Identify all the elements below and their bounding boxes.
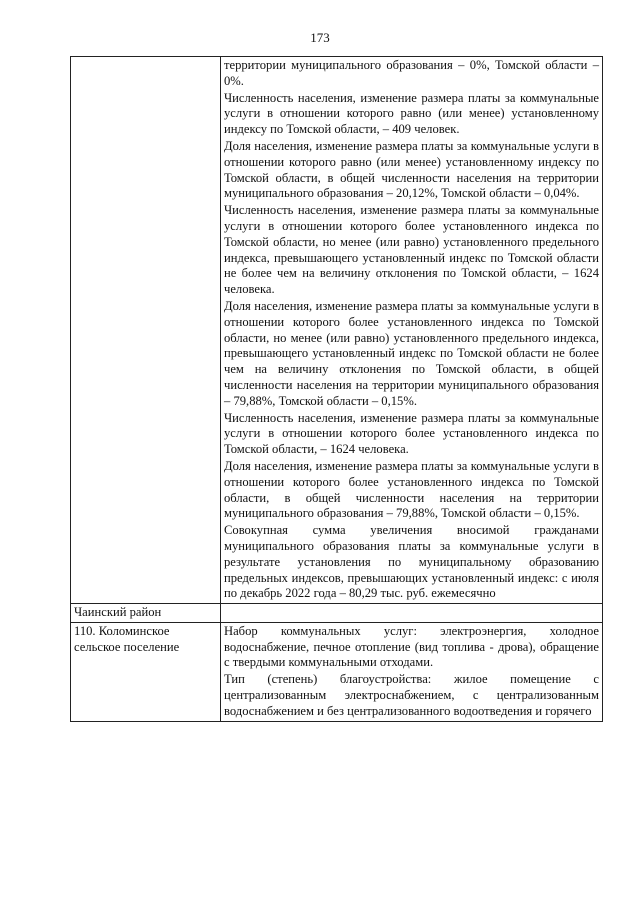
municipal-data-table (70, 56, 603, 722)
settlement-indicators-cell (221, 622, 603, 721)
paragraph-share-zero: территории муниципального образования – 0%, Томской области – 0%. (224, 58, 599, 88)
table-row-district (71, 604, 603, 623)
paragraph-total-increase: Совокупная сумма увеличения вносимой гражданами муниципального образования платы за коммунальные услуги в результате установления по муниципальному образованию предельных индексов, превышающих установленный индекс: с июля по декабрь 2022 года – 80,29 тыс. руб. ежемесячно (224, 523, 599, 601)
table-row-continuation (71, 57, 603, 604)
paragraph-share-within-limit: Доля населения, изменение размера платы за коммунальные услуги в отношении которого более установленного индекса по Томской области, но менее (или равно) установленного предельного индекса, превышающего установленный индекс по Томской области не более чем на величину отклонения по Томской области, в общей численности населения на территории муниципального образования – 79,88%, Томской области – 0,15%. (224, 298, 599, 408)
paragraph-share-within-index: Доля населения, изменение размера платы за коммунальные услуги в отношении которого равно (или менее) установленному индексу по Томской области, в общей численности населения на территории муниципального образования – 20,12%, Томской области – 0,04%. (224, 138, 599, 201)
municipality-cell-empty (71, 57, 221, 604)
paragraph-utility-set: Набор коммунальных услуг: электроэнергия, холодное водоснабжение, печное отопление (вид топлива - дрова), обращение с твердыми коммунальными отходами. (224, 623, 599, 670)
paragraph-improvement-type: Тип (степень) благоустройства: жилое помещение с централизованным электроснабжением, с централизованным водоснабжением и без централизованного водоотведения и горячего (224, 672, 599, 718)
indicators-cell (221, 57, 603, 604)
page-number: 173 (310, 30, 330, 45)
paragraph-population-above-index: Численность населения, изменение размера платы за коммунальные услуги в отношении которого более установленного индекса по Томской области, – 1624 человека. (224, 410, 599, 457)
paragraph-population-within-index: Численность населения, изменение размера платы за коммунальные услуги в отношении которого равно (или менее) установленному индексу по Томской области, – 409 человек. (224, 90, 599, 137)
settlement-name: 110. Коломинское сельское поселение (71, 622, 221, 721)
paragraph-share-above-index: Доля населения, изменение размера платы за коммунальные услуги в отношении которого более установленного индекса по Томской области, в общей численности населения на территории муниципального образования – 79,88%, Томской области – 0,15%. (224, 458, 599, 521)
district-cell-empty (221, 604, 603, 623)
paragraph-population-within-limit: Численность населения, изменение размера платы за коммунальные услуги в отношении которого более установленного индекса по Томской области, но менее (или равно) установленного предельного индекса, превышающего установленный индекс по Томской области не более чем на величину отклонения по Томской области, – 1624 человека. (224, 203, 599, 297)
table-row-settlement (71, 622, 603, 721)
district-label: Чаинский район (71, 604, 221, 623)
